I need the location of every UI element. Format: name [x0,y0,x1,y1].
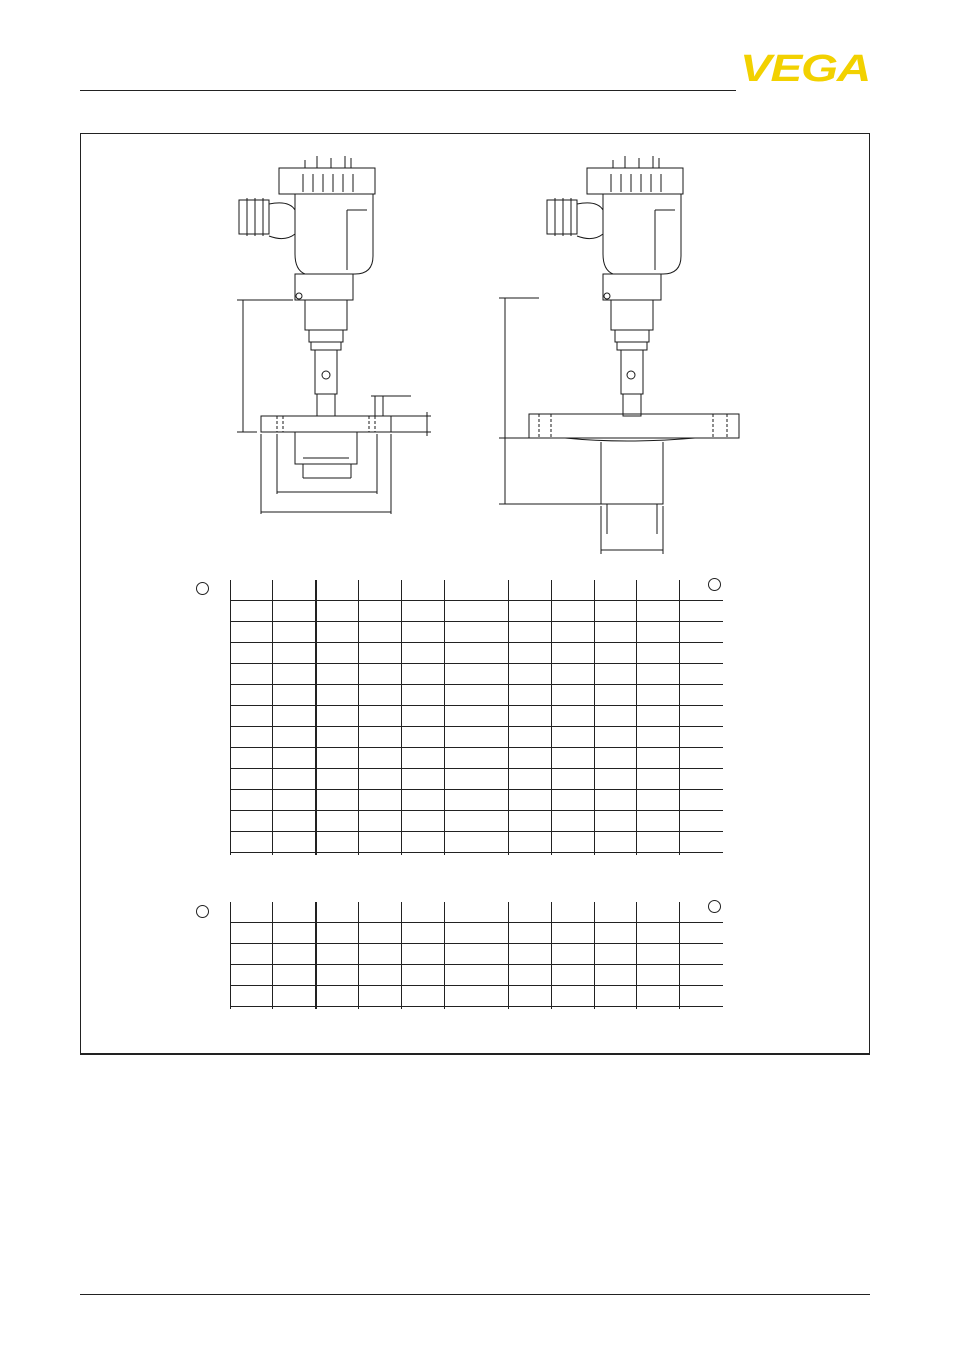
table-row [231,923,723,944]
table-row [231,769,723,790]
table-row [231,902,723,923]
table-1-marker [196,582,209,595]
table-row [231,643,723,664]
table-row [231,748,723,769]
table-row [231,965,723,986]
figure-frame [80,133,870,1055]
tube-extension [601,442,663,504]
vega-logo [740,50,872,84]
table-row [231,706,723,727]
table-row [231,944,723,965]
dimension-table-1 [230,580,723,855]
table-row [231,832,723,853]
table-row [231,986,723,1007]
left-instrument [237,156,431,514]
table-row [231,580,723,601]
table-row [231,790,723,811]
header-rule [80,90,736,91]
housing-body [295,194,373,274]
table-row [231,622,723,643]
cable-gland [239,200,269,234]
table-row [231,811,723,832]
footer-rule [80,1294,870,1295]
housing-lid [279,168,375,194]
table-row [231,727,723,748]
table-row [231,601,723,622]
technical-drawing [81,134,871,574]
table-2-marker [196,905,209,918]
table-row [231,853,723,856]
table-row [231,685,723,706]
flange [261,416,391,432]
dimension-table-2 [230,902,723,1009]
svg-text:VEGA: VEGA [740,50,870,84]
right-instrument [499,156,739,554]
table-row [231,1007,723,1010]
table-row [231,664,723,685]
